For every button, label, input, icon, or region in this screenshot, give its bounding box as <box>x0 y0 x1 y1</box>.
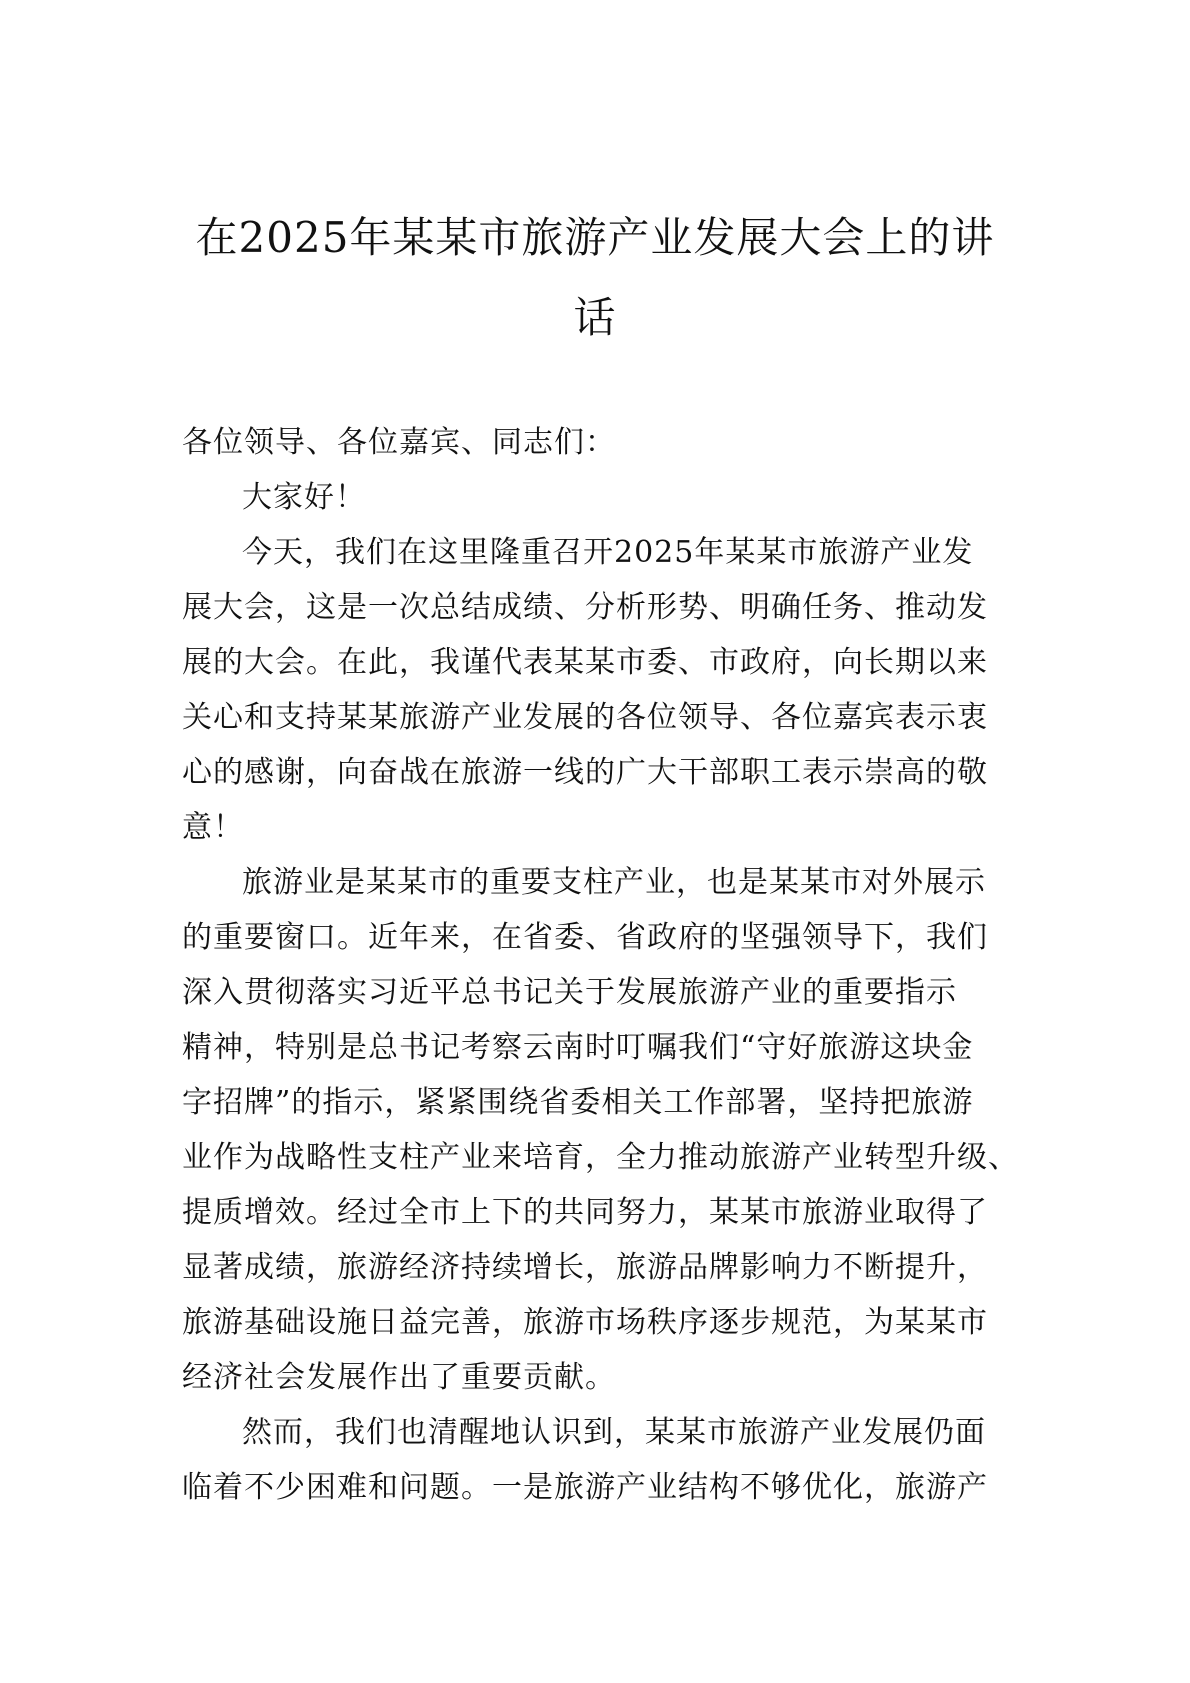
body-line: 大家好！ <box>242 480 366 515</box>
body-line: 提质增效。经过全市上下的共同努力，某某市旅游业取得了 <box>182 1195 988 1230</box>
body-line: 心的感谢，向奋战在旅游一线的广大干部职工表示崇高的敬 <box>182 755 988 790</box>
body-line: 各位领导、各位嘉宾、同志们： <box>182 425 616 460</box>
body-line: 临着不少困难和问题。一是旅游产业结构不够优化，旅游产 <box>182 1470 988 1505</box>
body-line: 字招牌”的指示，紧紧围绕省委相关工作部署，坚持把旅游 <box>182 1085 974 1120</box>
body-line: 意！ <box>182 810 244 845</box>
body-line: 旅游基础设施日益完善，旅游市场秩序逐步规范，为某某市 <box>182 1305 988 1340</box>
body-line: 经济社会发展作出了重要贡献。 <box>182 1360 616 1395</box>
body-line: 精神，特别是总书记考察云南时叮嘱我们“守好旅游这块金 <box>182 1030 974 1065</box>
body-line: 业作为战略性支柱产业来培育，全力推动旅游产业转型升级、 <box>182 1140 1019 1175</box>
title-line-1: 在2025年某某市旅游产业发展大会上的讲 <box>195 213 995 262</box>
body-line: 然而，我们也清醒地认识到，某某市旅游产业发展仍面 <box>242 1415 986 1450</box>
body-line: 展大会，这是一次总结成绩、分析形势、明确任务、推动发 <box>182 590 988 625</box>
body-line: 展的大会。在此，我谨代表某某市委、市政府，向长期以来 <box>182 645 988 680</box>
body-line: 旅游业是某某市的重要支柱产业，也是某某市对外展示 <box>242 865 986 900</box>
document-title <box>180 198 1010 358</box>
body-line: 显著成绩，旅游经济持续增长，旅游品牌影响力不断提升， <box>182 1250 988 1285</box>
body-line: 关心和支持某某旅游产业发展的各位领导、各位嘉宾表示衷 <box>182 700 988 735</box>
body-line: 的重要窗口。近年来，在省委、省政府的坚强领导下，我们 <box>182 920 988 955</box>
document-body <box>182 415 1019 1515</box>
title-line-2: 话 <box>573 293 617 342</box>
body-line: 深入贯彻落实习近平总书记关于发展旅游产业的重要指示 <box>182 975 957 1010</box>
body-line: 今天，我们在这里隆重召开2025年某某市旅游产业发 <box>242 535 974 570</box>
